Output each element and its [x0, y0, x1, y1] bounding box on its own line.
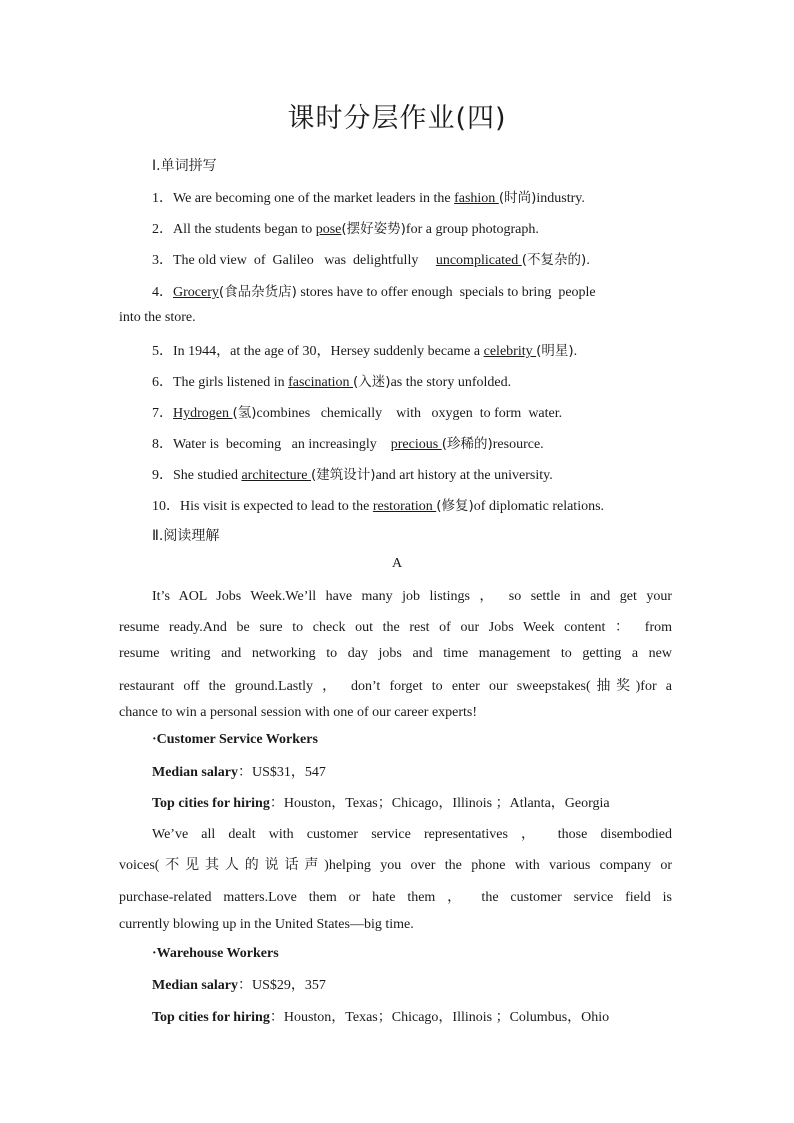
job-1-cities: Top cities for hiring：Houston，Texas；Chicago，Illinois ；Atlanta，Georgia — [152, 796, 610, 811]
spelling-item-10: 10．His visit is expected to lead to the restoration (修复)of diplomatic relations. — [152, 498, 605, 514]
answer-word: fascination — [288, 375, 354, 390]
spelling-item-9: 9．She studied architecture (建筑设计)and art history at the university. — [152, 467, 553, 483]
job-2-cities: Top cities for hiring：Houston，Texas；Chicago，Illinois ；Columbus，Ohio — [152, 1010, 610, 1025]
spelling-item-3: 3．The old view of Galileo was delightfully uncomplicated (不复杂的). — [152, 252, 590, 268]
spelling-item-4: 4．Grocery(食品杂货店) stores have to offer enough specials to bring people — [152, 284, 596, 300]
spelling-item-2: 2．All the students began to pose(摆好姿势)for a group photograph. — [152, 221, 539, 237]
answer-word: Grocery — [173, 285, 219, 300]
answer-word: Hydrogen — [173, 406, 233, 421]
spelling-item-5: 5．In 1944，at the age of 30，Hersey suddenly became a celebrity (明星). — [152, 343, 578, 359]
answer-word: uncomplicated — [435, 253, 522, 268]
answer-word: restoration — [372, 499, 437, 514]
page-title: 课时分层作业(四) — [287, 103, 507, 134]
section-2-heading: Ⅱ.阅读理解 — [152, 528, 220, 544]
spelling-item-1: 1．We are becoming one of the market leaders in the fashion (时尚)industry. — [152, 190, 585, 206]
job-1-salary: Median salary：US$31，547 — [152, 765, 326, 780]
intro-line-1: It’s AOL Jobs Week.We’ll have many job listings ， so settle in and get your — [152, 589, 672, 604]
spelling-item-7: 7．Hydrogen (氢)combines chemically with oxygen to form water. — [152, 405, 563, 421]
section-1-heading: Ⅰ.单词拼写 — [152, 158, 217, 174]
spelling-item-6: 6．The girls listened in fascination (入迷)as the story unfolded. — [152, 374, 512, 390]
intro-line-4: restaurant off the ground.Lastly ， don’t forget to enter our sweepstakes(抽奖)for a — [119, 679, 672, 694]
intro-line-5: chance to win a personal session with one of our career experts! — [119, 705, 478, 720]
answer-word: fashion — [454, 191, 499, 206]
answer-word: architecture — [241, 468, 312, 483]
job-2-salary: Median salary：US$29，357 — [152, 978, 326, 993]
job-1-desc-line-3: purchase-related matters.Love them or hate them ， the customer service field is — [119, 890, 672, 905]
job-2-title: ·Warehouse Workers — [152, 946, 279, 961]
answer-word: precious — [390, 437, 442, 452]
job-1-desc-line-2: voices(不见其人的说话声)helping you over the phone with various company or — [119, 858, 672, 873]
job-1-desc-line-1: We’ve all dealt with customer service representatives ， those disembodied — [152, 827, 672, 842]
answer-word: pose — [315, 222, 342, 237]
job-1-title: ·Customer Service Workers — [152, 732, 318, 747]
intro-line-2: resume ready.And be sure to check out the rest of our Jobs Week content ： from — [119, 620, 672, 635]
spelling-item-4-continued: into the store. — [119, 310, 196, 325]
answer-word: celebrity — [483, 344, 537, 359]
intro-line-3: resume writing and networking to day jobs and time management to getting a new — [119, 646, 672, 661]
passage-letter: A — [391, 556, 403, 571]
job-1-desc-line-4: currently blowing up in the United States—big time. — [119, 917, 414, 932]
spelling-item-8: 8．Water is becoming an increasingly precious (珍稀的)resource. — [152, 436, 544, 452]
